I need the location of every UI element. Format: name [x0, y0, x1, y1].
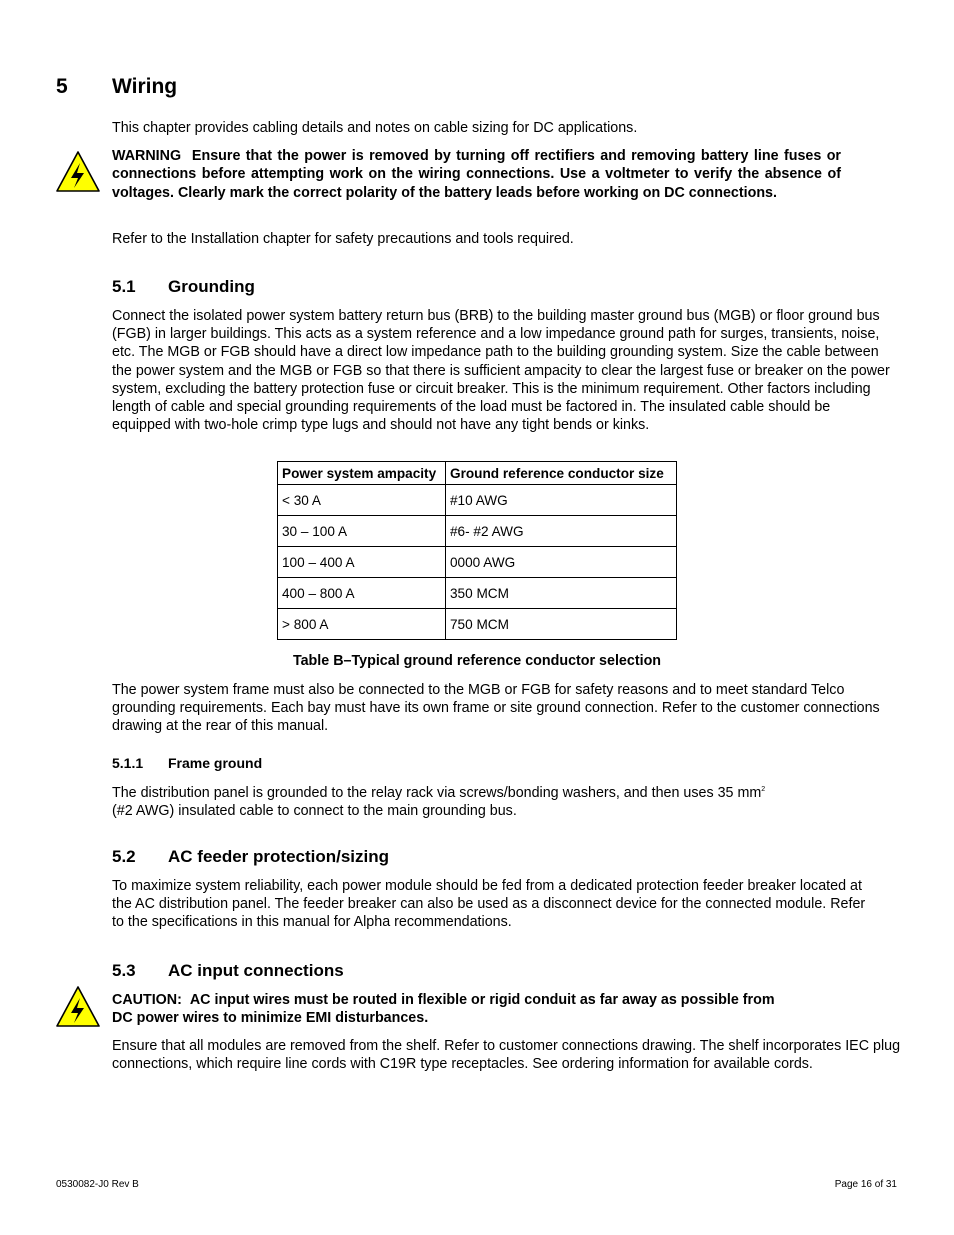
table-caption: Table B–Typical ground reference conductor selection	[292, 653, 662, 669]
high-voltage-warning-icon	[55, 150, 101, 194]
caution-block	[112, 991, 872, 1028]
footer-doc-id: 0530082-J0 Rev B	[56, 1179, 139, 1190]
table-cell-conductor: 350 MCM	[446, 578, 677, 609]
section-5-1-1-title: Frame ground	[168, 755, 263, 771]
table-cell-conductor: #10 AWG	[446, 485, 677, 516]
table-row	[278, 485, 677, 516]
table-cell-conductor: #6- #2 AWG	[446, 516, 677, 547]
caution-line1: AC input wires must be routed in flexible or rigid conduit as far away as possible from	[189, 992, 775, 1008]
frame-connection-paragraph: The power system frame must also be connected to the MGB or FGB for safety reasons and to meet standard Telco grounding requirements. Each bay must have its own frame or site ground connection. Refer to the customer connections drawing at the rear of this manual.	[112, 682, 880, 735]
table-cell-ampacity: 100 – 400 A	[278, 547, 446, 578]
table-header-ampacity: Power system ampacity	[278, 462, 446, 485]
refer-installation-text: Refer to the Installation chapter for safety precautions and tools required.	[112, 231, 574, 247]
table-cell-ampacity: < 30 A	[278, 485, 446, 516]
chapter-number: 5	[56, 75, 68, 98]
caution-line2: DC power wires to minimize EMI disturbances.	[112, 1010, 429, 1027]
ground-conductor-table	[277, 461, 677, 640]
table-cell-ampacity: > 800 A	[278, 609, 446, 640]
table-header-conductor-size: Ground reference conductor size	[446, 462, 677, 485]
intro-paragraph: This chapter provides cabling details and notes on cable sizing for DC applications.	[112, 120, 638, 136]
footer-page-number: Page 16 of 31	[834, 1179, 897, 1190]
table-cell-ampacity: 30 – 100 A	[278, 516, 446, 547]
section-5-3-title: AC input connections	[168, 961, 344, 980]
caution-label: CAUTION:	[112, 992, 182, 1008]
table-row	[278, 547, 677, 578]
table-row	[278, 516, 677, 547]
section-5-1-title: Grounding	[168, 277, 255, 296]
table-header-row	[278, 462, 677, 485]
section-5-2-title: AC feeder protection/sizing	[168, 847, 390, 866]
table-row	[278, 609, 677, 640]
superscript-2: 2	[761, 786, 766, 793]
warning-block	[112, 147, 841, 202]
frame-ground-line2: (#2 AWG) insulated cable to connect to the main grounding bus.	[112, 803, 517, 820]
high-voltage-caution-icon	[55, 985, 101, 1029]
table-cell-ampacity: 400 – 800 A	[278, 578, 446, 609]
section-5-2-number: 5.2	[112, 847, 136, 866]
warning-text: Ensure that the power is removed by turning off rectifiers and removing battery line fuses or connections before attempting work on the wiring connections. Use a voltmeter to verify the absence of voltages. Clearly mark the correct polarity of the battery leads before working on DC connections.	[112, 148, 841, 201]
frame-ground-line1: The distribution panel is grounded to the relay rack via screws/bonding washers, and then uses 35 mm	[112, 785, 762, 801]
section-5-1-1-number: 5.1.1	[112, 755, 144, 771]
grounding-paragraph: Connect the isolated power system battery return bus (BRB) to the building master ground bus (MGB) or floor ground bus (FGB) in larger buildings. This acts as a system reference and a low impedance ground path for surges, transients, noise, etc. The MGB or FGB should have a direct low impedance path to the building grounding system. Size the cable between the power system and the MGB or FGB so that there is sufficient ampacity to clear the largest fuse or breaker on the power system, excluding the battery protection fuse or circuit breaker. This is the minimum requirement. Other factors including length of cable and special grounding requirements of the load must be factored in. The insulated cable should be equipped with two-hole crimp type lugs and should not have any tight bends or kinks.	[112, 308, 890, 434]
section-5-1-number: 5.1	[112, 277, 136, 296]
frame-ground-paragraph	[112, 781, 902, 820]
table-cell-conductor: 750 MCM	[446, 609, 677, 640]
ac-input-paragraph: Ensure that all modules are removed from the shelf. Refer to customer connections drawing. The shelf incorporates IEC plug connections, which require line cords with C19R type receptacles. See ordering information for available cords.	[112, 1038, 901, 1073]
chapter-title: Wiring	[112, 75, 178, 98]
table-cell-conductor: 0000 AWG	[446, 547, 677, 578]
table-row	[278, 578, 677, 609]
warning-label: WARNING	[112, 148, 182, 164]
ac-feeder-paragraph: To maximize system reliability, each power module should be fed from a dedicated protection feeder breaker located at the AC distribution panel. The feeder breaker can also be used as a disconnect device for the connected module. Refer to the specifications in this manual for Alpha recommendations.	[112, 878, 866, 931]
section-5-3-number: 5.3	[112, 961, 136, 980]
